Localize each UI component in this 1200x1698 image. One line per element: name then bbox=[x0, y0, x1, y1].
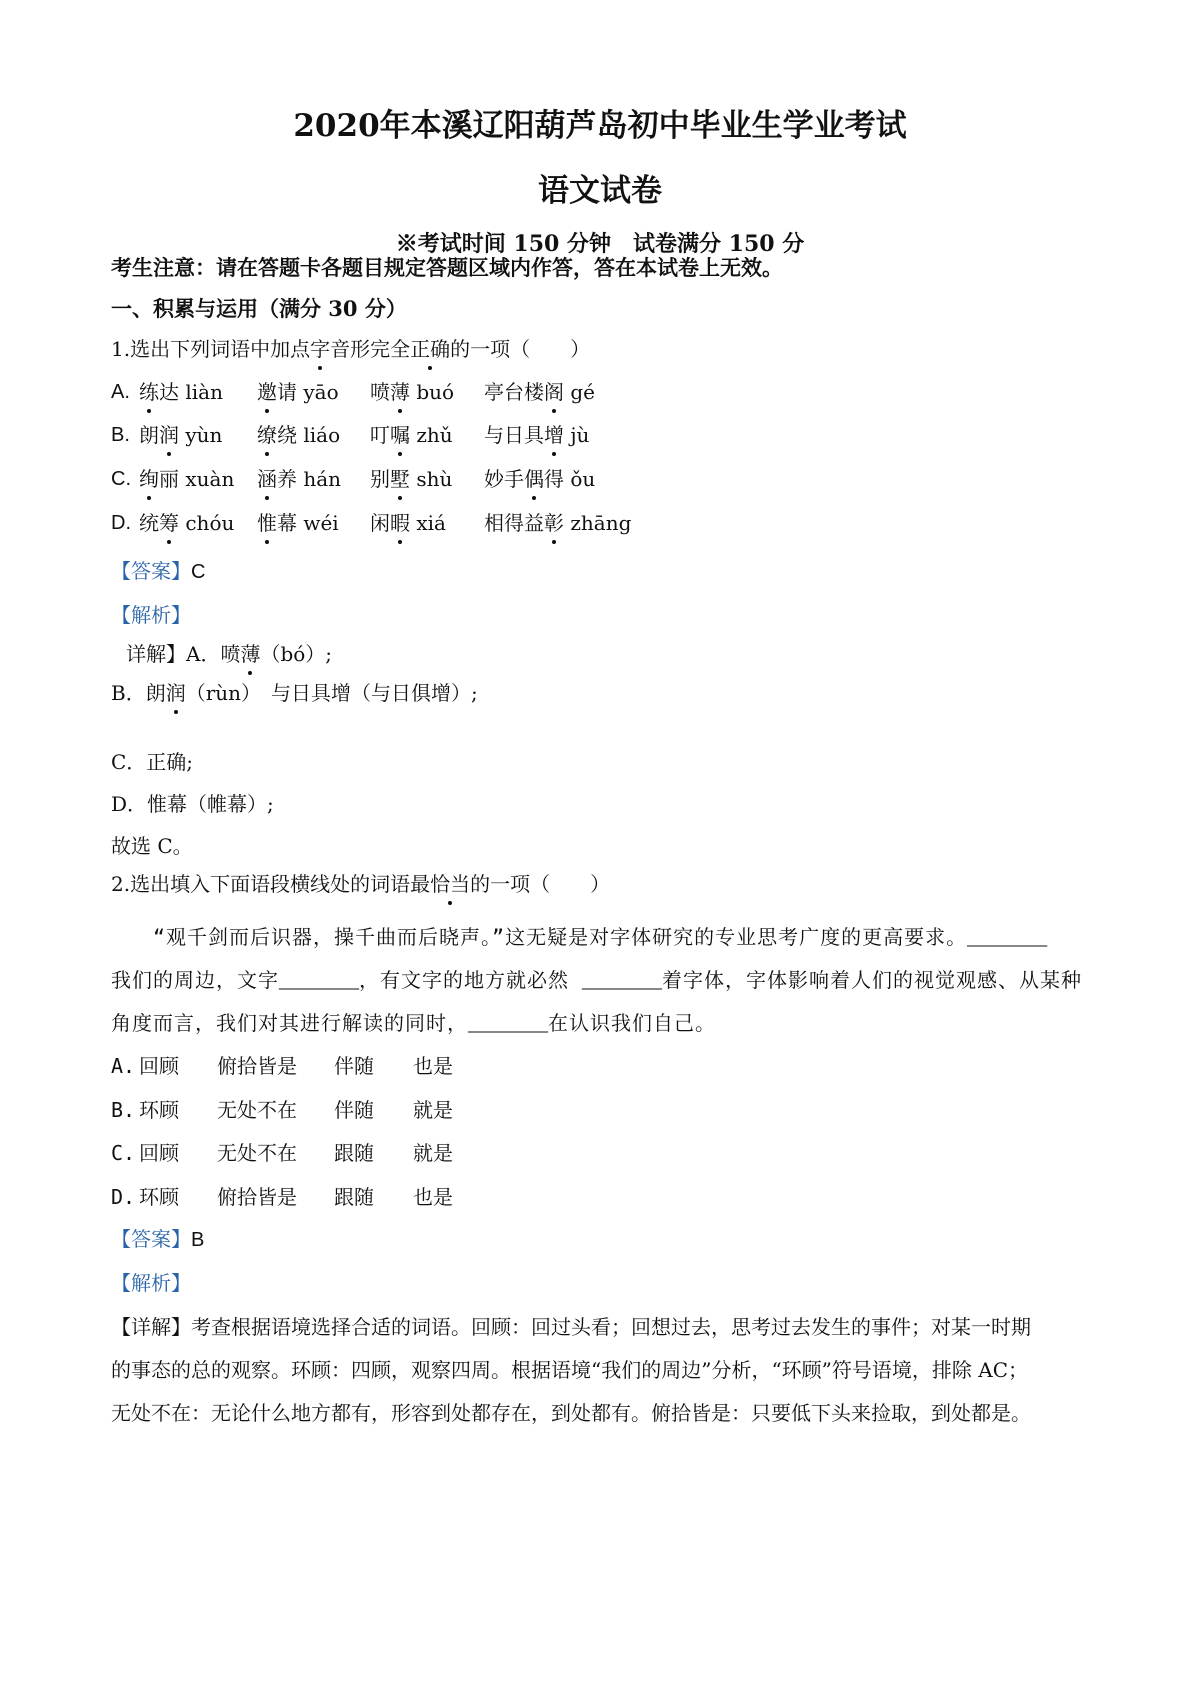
option-word bbox=[484, 421, 589, 449]
q1-analysis-line bbox=[126, 640, 332, 668]
option-word: 也是 bbox=[413, 1185, 453, 1209]
passage-text: 我们的周边，文字 bbox=[111, 968, 279, 992]
fill-blank: ________ bbox=[582, 970, 663, 992]
analysis-text: （bó）; bbox=[260, 642, 333, 666]
option-text: 妙手 bbox=[484, 467, 524, 491]
option-word: 就是 bbox=[413, 1098, 453, 1122]
option-label: A. bbox=[111, 1054, 136, 1078]
fill-blank: ________ bbox=[279, 970, 359, 992]
option-word: 俯拾皆是 bbox=[217, 1054, 297, 1078]
option-label: B. bbox=[111, 424, 130, 446]
option-word bbox=[257, 465, 341, 493]
option-dotted-char: 增 bbox=[544, 423, 564, 447]
option-word: 无处不在 bbox=[217, 1098, 297, 1122]
option-text: 别 bbox=[370, 467, 390, 491]
option-text: chóu bbox=[179, 511, 235, 535]
q2-detail-line: 【详解】考查根据语境选择合适的词语。回顾：回过头看；回想过去，思考过去发生的事件；对某一时期 bbox=[111, 1315, 1031, 1339]
q2-passage-line bbox=[111, 1009, 1096, 1038]
option-word bbox=[370, 465, 452, 493]
option-word bbox=[257, 378, 339, 406]
option-word bbox=[257, 509, 339, 537]
answer-label: 【答案】 bbox=[111, 561, 191, 583]
option-word bbox=[257, 421, 340, 449]
passage-text: 角度而言，我们对其进行解读的同时， bbox=[111, 1011, 468, 1035]
option-dotted-char: 邀 bbox=[257, 380, 277, 404]
q1-analysis-line bbox=[111, 679, 478, 707]
exam-notice: 考生注意：请在答题卡各题目规定答题区域内作答，答在本试卷上无效。 bbox=[111, 255, 783, 280]
option-word: 无处不在 bbox=[217, 1141, 297, 1165]
answer-label: 【答案】 bbox=[111, 1229, 191, 1251]
option-word: 伴随 bbox=[334, 1098, 374, 1122]
option-text: zhāng bbox=[564, 511, 632, 535]
passage-text: ，有文字的地方就必然 bbox=[359, 968, 583, 992]
option-text: 亭台楼 bbox=[484, 380, 544, 404]
option-text: 养 hán bbox=[277, 467, 342, 491]
option-dotted-char: 润 bbox=[159, 423, 179, 447]
option-text: 请 yāo bbox=[277, 380, 339, 404]
option-dotted-char: 涵 bbox=[257, 467, 277, 491]
passage-text: 着字体，字体影响着人们的视觉观感、从某种 bbox=[662, 968, 1083, 992]
option-text: 朗 bbox=[139, 423, 159, 447]
q1-stem-dotted: 字 bbox=[310, 337, 331, 361]
option-text: zhǔ bbox=[410, 423, 453, 447]
option-text: shù bbox=[410, 467, 453, 491]
q1-analysis-line: C．正确; bbox=[111, 750, 194, 774]
option-dotted-char: 练 bbox=[139, 380, 159, 404]
question-2-stem bbox=[111, 870, 610, 898]
option-text: 幕 wéi bbox=[277, 511, 339, 535]
q1-stem-text: 的一项（ ） bbox=[450, 337, 591, 361]
option-word: 伴随 bbox=[334, 1054, 374, 1078]
option-word bbox=[370, 509, 446, 537]
exam-subtitle: 语文试卷 bbox=[538, 173, 662, 209]
q1-option-row bbox=[111, 421, 711, 449]
analysis-text: （rùn） 与日具增（与日俱增）; bbox=[185, 681, 478, 705]
option-word bbox=[139, 378, 223, 406]
fill-blank: ________ bbox=[967, 927, 1048, 949]
answer-value: B bbox=[191, 1229, 205, 1251]
q2-stem-dotted: 恰当 bbox=[430, 872, 471, 896]
analysis-dotted: 润 bbox=[165, 681, 186, 705]
q1-option-row bbox=[111, 465, 711, 493]
option-word: 回顾 bbox=[139, 1141, 179, 1165]
option-text: yùn bbox=[179, 423, 223, 447]
passage-text: “观千剑而后识器，操千曲而后晓声。”这无疑是对字体研究的专业思考广度的更高要求。 bbox=[111, 925, 968, 949]
q2-option-row bbox=[111, 1096, 711, 1124]
analysis-text: 详解】A．喷 bbox=[126, 642, 241, 666]
option-text: 丽 xuàn bbox=[159, 467, 235, 491]
analysis-text: B．朗 bbox=[111, 681, 166, 705]
exam-title: 2020年本溪辽阳葫芦岛初中毕业生学业考试 bbox=[293, 108, 907, 144]
option-word bbox=[139, 421, 222, 449]
option-dotted-char: 嘱 bbox=[390, 423, 410, 447]
option-label: D. bbox=[111, 512, 131, 534]
option-word bbox=[484, 465, 595, 493]
q2-answer bbox=[111, 1226, 204, 1254]
option-text: 叮 bbox=[370, 423, 390, 447]
option-text: 与日具 bbox=[484, 423, 544, 447]
q2-option-row bbox=[111, 1139, 711, 1167]
q1-answer bbox=[111, 558, 205, 586]
option-dotted-char: 彰 bbox=[544, 511, 564, 535]
q1-stem-text: 音形完全 bbox=[330, 337, 411, 361]
option-dotted-char: 筹 bbox=[159, 511, 179, 535]
q1-analysis-label: 【解析】 bbox=[111, 605, 191, 627]
option-word: 环顾 bbox=[139, 1185, 179, 1209]
q1-stem-text: 1.选出下列词语中加点 bbox=[111, 337, 311, 361]
option-word: 俯拾皆是 bbox=[217, 1185, 297, 1209]
option-text: 得 ǒu bbox=[544, 467, 596, 491]
option-text: 统 bbox=[139, 511, 159, 535]
option-text: xiá bbox=[410, 511, 446, 535]
option-dotted-char: 墅 bbox=[390, 467, 410, 491]
q1-analysis-line: D．惟幕（帷幕）; bbox=[111, 792, 274, 816]
option-text: 绕 liáo bbox=[277, 423, 341, 447]
option-label: C. bbox=[111, 468, 131, 490]
q1-option-row bbox=[111, 378, 711, 406]
q2-passage-line bbox=[111, 923, 1096, 952]
q2-detail-line: 的事态的总的观察。环顾：四顾，观察四周。根据语境“我们的周边”分析，“环顾”符号语境，排除 AC； bbox=[111, 1358, 1029, 1382]
q2-option-row bbox=[111, 1183, 711, 1211]
option-dotted-char: 阁 bbox=[544, 380, 564, 404]
option-word bbox=[139, 465, 234, 493]
option-text: 闲 bbox=[370, 511, 390, 535]
q2-stem-text: 2.选出填入下面语段横线处的词语最 bbox=[111, 872, 431, 896]
option-label: A. bbox=[111, 381, 130, 403]
option-label: D. bbox=[111, 1185, 136, 1209]
q2-passage-line bbox=[111, 966, 1096, 995]
option-text: gé bbox=[564, 380, 595, 404]
option-text: 相得益 bbox=[484, 511, 544, 535]
option-word bbox=[484, 509, 631, 537]
question-1-stem bbox=[111, 335, 590, 363]
analysis-dotted: 薄 bbox=[240, 642, 261, 666]
option-word: 跟随 bbox=[334, 1185, 374, 1209]
option-dotted-char: 暇 bbox=[390, 511, 410, 535]
option-dotted-char: 薄 bbox=[390, 380, 410, 404]
q1-analysis-line: 故选 C。 bbox=[111, 834, 193, 858]
passage-text: 在认识我们自己。 bbox=[548, 1011, 716, 1035]
option-word: 就是 bbox=[413, 1141, 453, 1165]
option-dotted-char: 偶 bbox=[524, 467, 544, 491]
option-word: 跟随 bbox=[334, 1141, 374, 1165]
option-word bbox=[484, 378, 595, 406]
option-text: jù bbox=[564, 423, 590, 447]
q2-detail-line: 无处不在：无论什么地方都有，形容到处都存在，到处都有。俯拾皆是：只要低下头来捡取，到处都是。 bbox=[111, 1401, 1031, 1425]
option-label: C. bbox=[111, 1141, 136, 1165]
option-text: 喷 bbox=[370, 380, 390, 404]
option-word: 环顾 bbox=[139, 1098, 179, 1122]
option-word: 也是 bbox=[413, 1054, 453, 1078]
q2-option-row bbox=[111, 1052, 711, 1080]
q2-analysis-label: 【解析】 bbox=[111, 1273, 191, 1295]
option-dotted-char: 绚 bbox=[139, 467, 159, 491]
answer-value: C bbox=[191, 561, 206, 583]
fill-blank: ________ bbox=[468, 1013, 548, 1035]
option-word bbox=[370, 378, 454, 406]
option-dotted-char: 惟 bbox=[257, 511, 277, 535]
option-word bbox=[370, 421, 453, 449]
option-word bbox=[139, 509, 234, 537]
section-heading: 一、积累与运用（满分 30 分） bbox=[111, 296, 407, 321]
q2-stem-text: 的一项（ ） bbox=[470, 872, 611, 896]
option-text: 达 liàn bbox=[159, 380, 223, 404]
exam-info: ※考试时间 150 分钟 试卷满分 150 分 bbox=[395, 231, 805, 257]
q1-stem-dotted: 正确 bbox=[410, 337, 451, 361]
option-text: buó bbox=[410, 380, 455, 404]
option-label: B. bbox=[111, 1098, 136, 1122]
q1-option-row bbox=[111, 509, 711, 537]
option-dotted-char: 缭 bbox=[257, 423, 277, 447]
option-word: 回顾 bbox=[139, 1054, 179, 1078]
